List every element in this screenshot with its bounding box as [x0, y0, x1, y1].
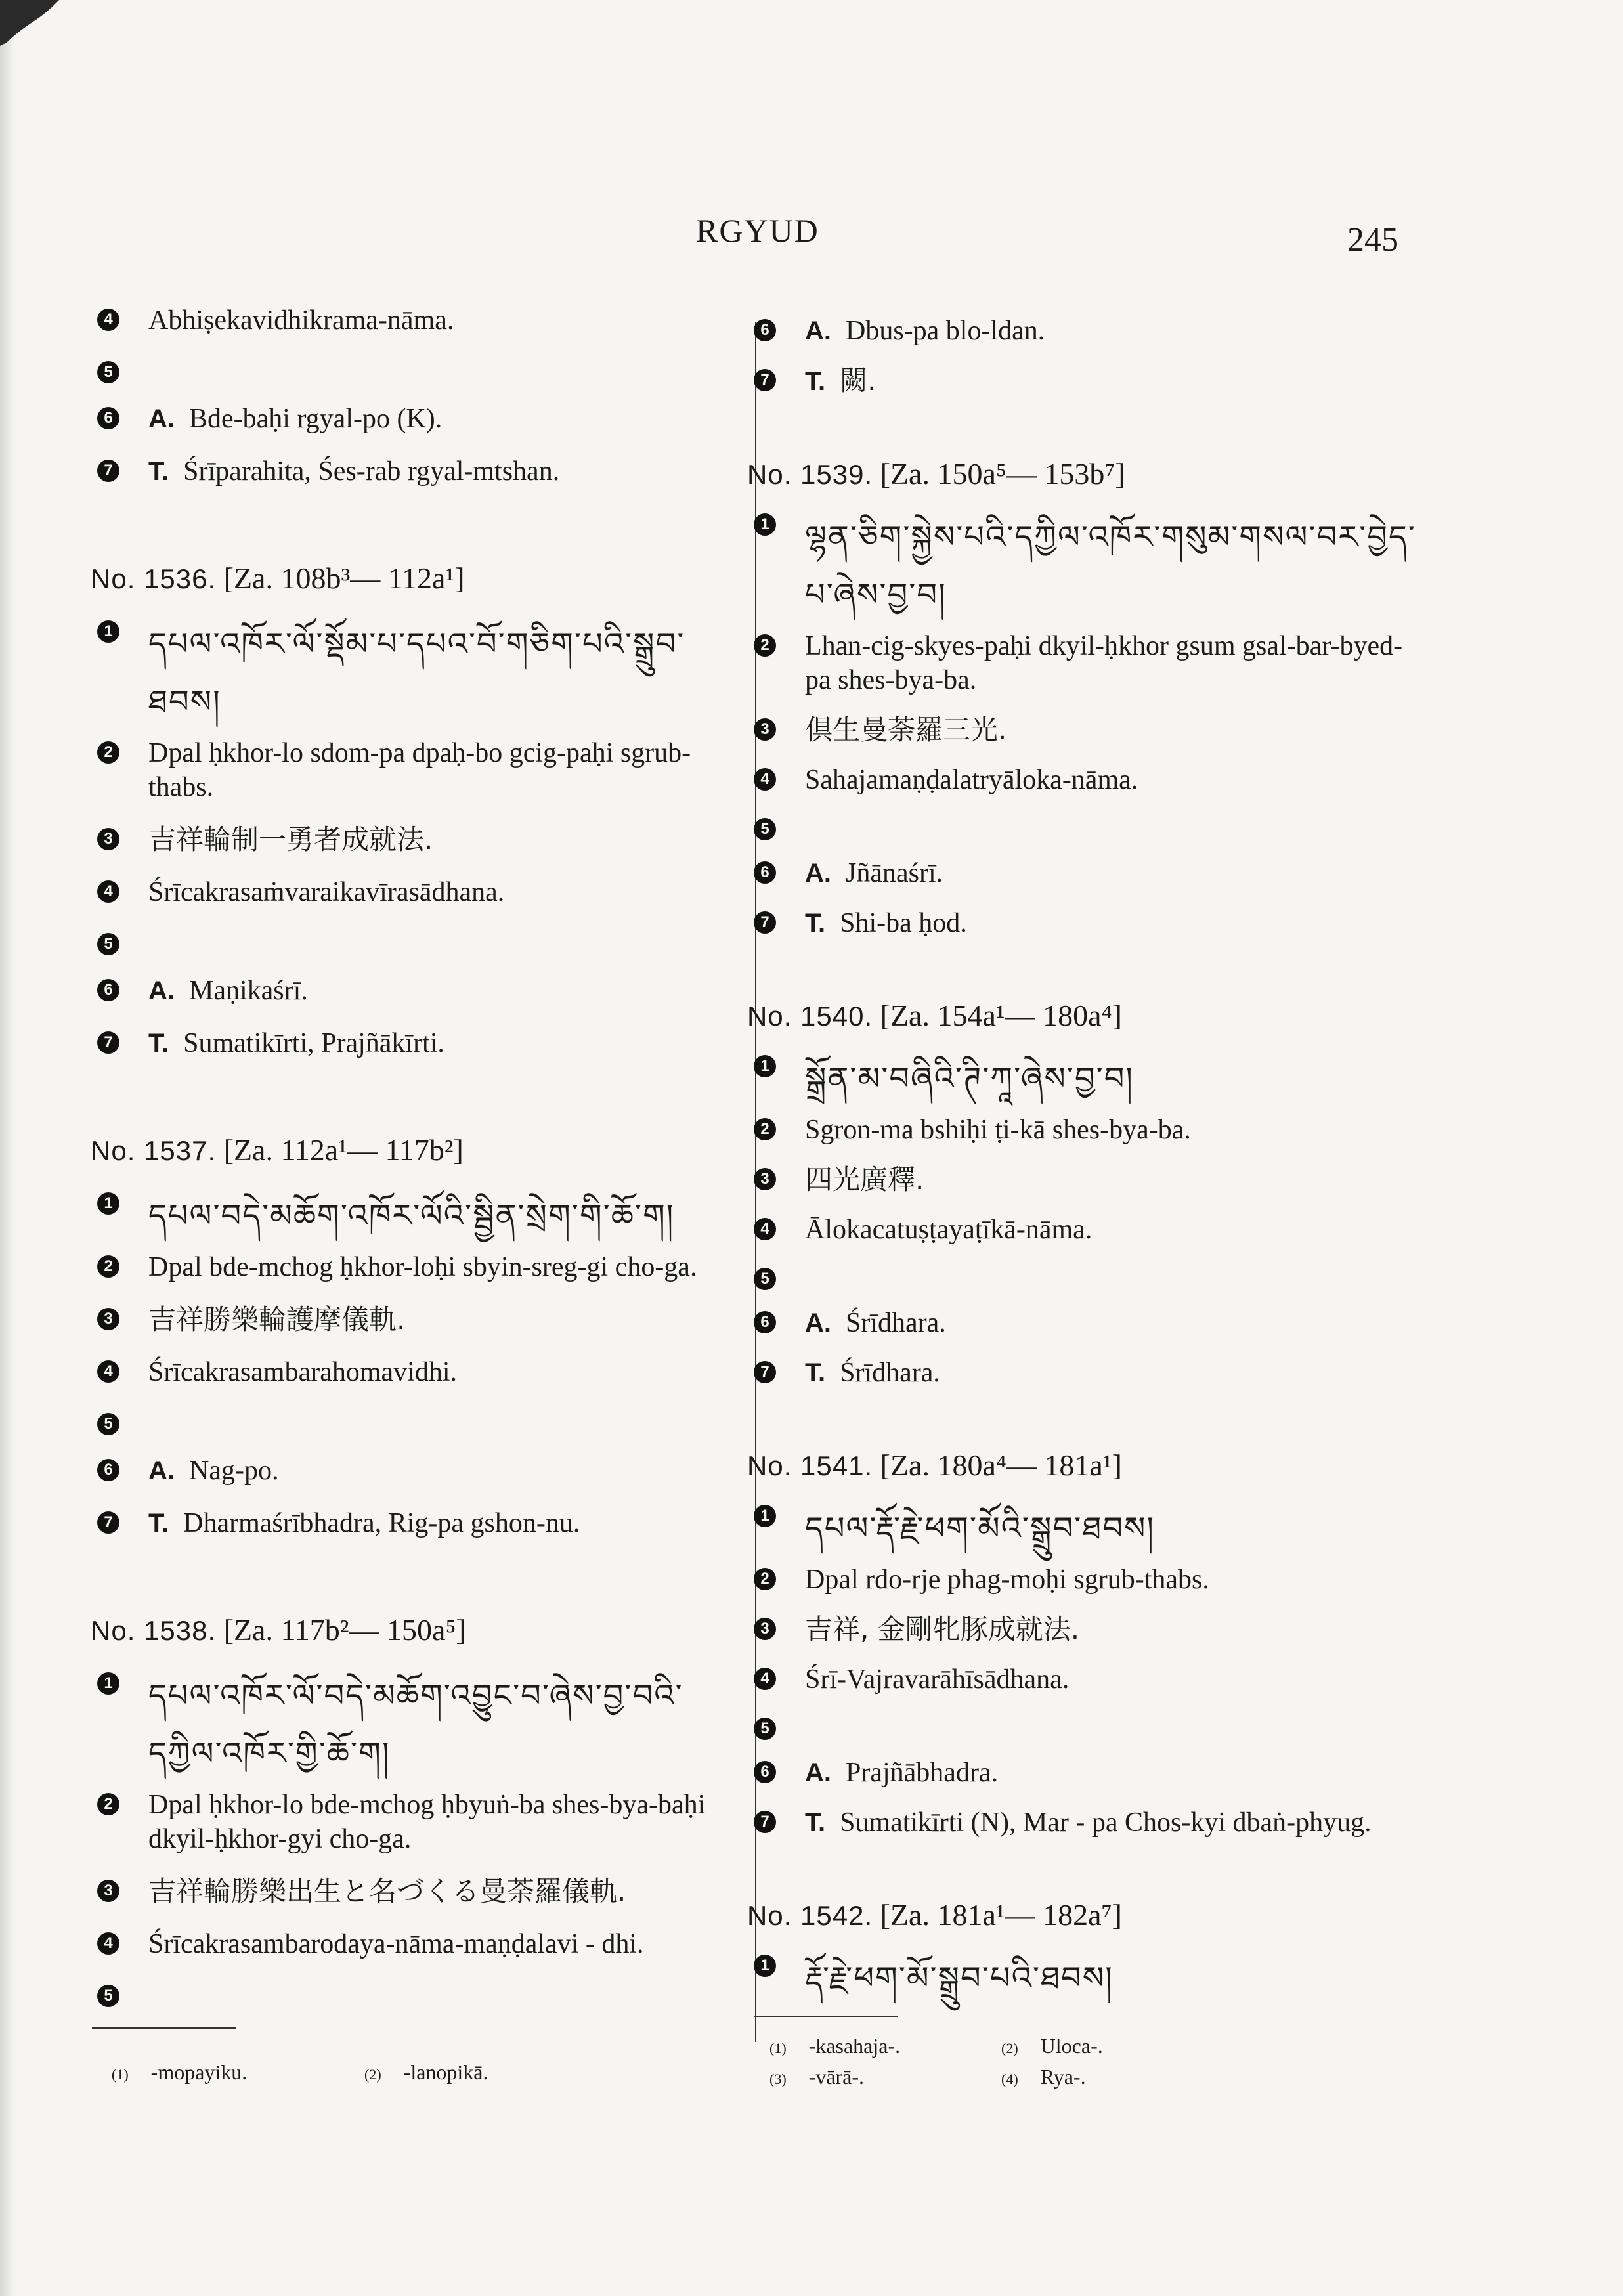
- entry-text: [805, 629, 1423, 697]
- entry-text: [148, 875, 747, 909]
- line-text: 闕.: [840, 364, 876, 397]
- entry-line: [97, 1980, 747, 2007]
- line-text: Lhan-cig-skyes-paḥi dkyil-ḥkhor gsum gsal-bar-byed-pa shes-bya-ba.: [805, 631, 1403, 695]
- line-number-badge: 7: [97, 1511, 119, 1534]
- scan-blot-mark: [0, 0, 72, 53]
- line-text: སྒྲོན་མ་བཞིའི་ཊི་ཀཱ་ཞེས་བྱ་བ།: [805, 1060, 1135, 1097]
- role-label: T.: [148, 1029, 169, 1058]
- line-text: Bde-baḥi rgyal-po (K).: [189, 404, 443, 434]
- role-label: A.: [805, 1309, 831, 1337]
- line-text: Dpal rdo-rje phag-moḥi sgrub-thabs.: [805, 1565, 1209, 1595]
- footnote-mark: (1): [112, 2066, 129, 2083]
- line-number-badge: 4: [97, 880, 119, 903]
- line-number-badge: 3: [754, 718, 776, 741]
- line-text: དཔལ་རྡོ་རྗེ་ཕག་མོའི་སྒྲུབ་ཐབས།: [805, 1510, 1156, 1547]
- page-number: 245: [1347, 221, 1398, 259]
- entry-line: [754, 1662, 1423, 1697]
- scan-edge-shadow: [0, 0, 14, 2296]
- line-text: Dpal ḥkhor-lo bde-mchog ḥbyuṅ-ba shes-bya-baḥi dkyil-ḥkhor-gyi cho-ga.: [148, 1790, 706, 1854]
- footnote-text: -lanopikā.: [403, 2060, 488, 2084]
- line-number-badge: 4: [754, 1218, 776, 1240]
- line-number-badge: 1: [754, 1955, 776, 1977]
- line-text: དཔལ་འཁོར་ལོ་སྡོམ་པ་དཔའ་བོ་གཅིག་པའི་སྒྲུབ་ཐབས།: [148, 626, 685, 720]
- footnote-mark: (4): [1001, 2071, 1018, 2087]
- entry-line: [97, 1667, 747, 1783]
- entry-line: [754, 1806, 1423, 1840]
- entry-line: [754, 1756, 1423, 1790]
- role-label: T.: [805, 1808, 826, 1837]
- role-label: T.: [805, 1358, 826, 1387]
- entry-text: [805, 1756, 1423, 1790]
- entry-line: [754, 364, 1423, 399]
- footnote-mark: (1): [769, 2040, 787, 2056]
- line-number-badge: 3: [97, 1880, 119, 1902]
- entry-line: [97, 974, 747, 1008]
- entry-heading: [747, 456, 1423, 491]
- line-number-badge: 2: [97, 1793, 119, 1815]
- line-text: Sumatikīrti, Prajñākīrti.: [183, 1028, 444, 1058]
- entry-line: [754, 906, 1423, 940]
- entry-number: No. 1542.: [747, 1900, 873, 1931]
- footnote-right-3: [769, 2065, 864, 2089]
- entry-text: [148, 1026, 747, 1060]
- right-column: [747, 314, 1423, 2012]
- entry-line: [754, 1306, 1423, 1340]
- line-number-badge: 2: [754, 1118, 776, 1140]
- line-text: 四光廣釋.: [805, 1163, 924, 1196]
- footnote-text: -kasahaja-.: [808, 2034, 901, 2058]
- footnote-mark: (2): [1001, 2040, 1018, 2056]
- line-number-badge: 7: [754, 1811, 776, 1833]
- catalog-entry: [747, 998, 1423, 1390]
- entry-number: No. 1538.: [91, 1615, 217, 1646]
- line-text: Śrīdhara.: [840, 1358, 940, 1388]
- line-number-badge: 6: [97, 407, 119, 429]
- line-number-badge: 7: [97, 460, 119, 482]
- catalog-entry: [747, 456, 1423, 940]
- entry-line: [754, 629, 1423, 697]
- entry-line: [97, 1250, 747, 1284]
- line-number-badge: 4: [754, 1668, 776, 1690]
- role-label: T.: [805, 367, 826, 396]
- entry-line: [97, 1408, 747, 1435]
- entry-text: [148, 736, 747, 804]
- line-number-badge: 3: [754, 1168, 776, 1190]
- line-text: Śrīparahita, Śes-rab rgyal-mtshan.: [183, 456, 560, 487]
- entry-heading: [747, 1897, 1423, 1932]
- entry-line: [97, 928, 747, 955]
- entry-text: [148, 1250, 747, 1284]
- entry-number: No. 1540.: [747, 1001, 873, 1031]
- line-number-badge: 1: [754, 1505, 776, 1527]
- entry-text: [148, 1788, 747, 1856]
- entry-line: [754, 763, 1423, 797]
- folio-reference: [Za. 150a⁵— 153b⁷]: [880, 457, 1125, 490]
- role-label: A.: [148, 1456, 175, 1485]
- role-label: T.: [148, 457, 169, 486]
- line-text: དཔལ་འཁོར་ལོ་བདེ་མཆོག་འབྱུང་བ་ཞེས་བྱ་བའི་དཀྱིལ་འཁོར་གྱི་ཆོ་ག།: [148, 1678, 683, 1772]
- line-number-badge: 7: [754, 911, 776, 934]
- entry-line: [97, 1026, 747, 1060]
- entry-text: [805, 713, 1423, 747]
- entry-text: [805, 763, 1423, 797]
- catalog-entry: [91, 1133, 747, 1540]
- line-number-badge: 4: [754, 768, 776, 791]
- line-text: Sahajamaṇḍalatryāloka-nāma.: [805, 765, 1138, 795]
- entry-text: [148, 1355, 747, 1389]
- footnote-text: -mopayiku.: [150, 2060, 248, 2084]
- entry-line: [754, 1050, 1423, 1108]
- line-text: Śrīdhara.: [846, 1308, 946, 1338]
- tibetan-title: [805, 1050, 1423, 1108]
- line-text: ལྷན་ཅིག་སྐྱེས་པའི་དཀྱིལ་འཁོར་གསུམ་གསལ་བར་བྱེད་པ་ཞེས་བྱ་བ།: [805, 519, 1416, 613]
- line-number-badge: 4: [97, 309, 119, 331]
- line-number-badge: 7: [754, 369, 776, 391]
- role-label: A.: [805, 316, 831, 345]
- entry-text: [805, 1563, 1423, 1597]
- entry-heading: [91, 561, 747, 596]
- footnote-mark: (3): [769, 2071, 787, 2087]
- entry-line: [97, 823, 747, 857]
- line-number-badge: 3: [97, 828, 119, 850]
- line-number-badge: 1: [754, 1055, 776, 1077]
- catalog-entry: [91, 1613, 747, 2007]
- running-title: RGYUD: [696, 212, 819, 249]
- line-number-badge: 6: [97, 979, 119, 1001]
- catalog-entry: [91, 561, 747, 1060]
- line-text: Maṇikaśrī.: [189, 976, 308, 1006]
- role-label: A.: [805, 1758, 831, 1787]
- entry-text: [805, 1213, 1423, 1247]
- entry-number: No. 1536.: [91, 563, 217, 594]
- entry-heading: [91, 1613, 747, 1647]
- line-number-badge: 1: [97, 1192, 119, 1215]
- line-text: 吉祥, 金剛牝豚成就法.: [805, 1613, 1080, 1645]
- line-text: རྡོ་རྗེ་ཕག་མོ་སྒྲུབ་པའི་ཐབས།: [805, 1960, 1114, 1997]
- line-text: Śrīcakrasaṁvaraikavīrasādhana.: [148, 877, 505, 907]
- line-number-badge: 7: [754, 1361, 776, 1383]
- entry-line: [97, 736, 747, 804]
- entry-text: [148, 1454, 747, 1488]
- entry-text: [148, 823, 747, 857]
- folio-reference: [Za. 112a¹— 117b²]: [223, 1133, 464, 1167]
- footnote-text: -vārā-.: [808, 2065, 865, 2089]
- line-number-badge: 6: [97, 1459, 119, 1481]
- footnote-right-1: [769, 2034, 900, 2058]
- entry-line: [97, 615, 747, 731]
- entry-text: [805, 1113, 1423, 1147]
- catalog-entry: [754, 314, 1423, 399]
- catalog-entry: [747, 1897, 1423, 2007]
- footnote-left-1: [112, 2060, 247, 2085]
- tibetan-title: [148, 615, 747, 731]
- entry-line: [754, 508, 1423, 624]
- entry-text: [148, 303, 747, 337]
- entry-line: [97, 402, 747, 436]
- entry-line: [97, 1355, 747, 1389]
- entry-line: [754, 813, 1423, 840]
- left-column: [91, 303, 747, 2025]
- role-label: T.: [148, 1509, 169, 1538]
- entry-text: [805, 1356, 1423, 1390]
- line-text: དཔལ་བདེ་མཆོག་འཁོར་ལོའི་སྦྱིན་སྲེག་གི་ཆོ་ག།: [148, 1198, 675, 1234]
- folio-reference: [Za. 108b³— 112a¹]: [223, 561, 465, 595]
- line-text: Śrīcakrasambarahomavidhi.: [148, 1357, 457, 1387]
- tibetan-title: [148, 1667, 747, 1783]
- line-text: Abhiṣekavidhikrama-nāma.: [148, 305, 454, 336]
- entry-text: [148, 974, 747, 1008]
- entry-line: [97, 303, 747, 337]
- entry-line: [97, 356, 747, 383]
- entry-line: [754, 1213, 1423, 1247]
- entry-line: [754, 1949, 1423, 2007]
- line-text: Nag-po.: [189, 1456, 279, 1486]
- tibetan-title: [805, 508, 1423, 624]
- line-text: Dharmaśrībhadra, Rig-pa gshon-nu.: [183, 1508, 580, 1538]
- role-label: T.: [805, 909, 826, 938]
- catalog-entry: [747, 1448, 1423, 1840]
- line-number-badge: 2: [754, 1568, 776, 1590]
- entry-line: [97, 1506, 747, 1540]
- folio-reference: [Za. 154a¹— 180a⁴]: [880, 999, 1122, 1032]
- role-label: A.: [148, 404, 175, 433]
- entry-line: [97, 875, 747, 909]
- folio-reference: [Za. 181a¹— 182a⁷]: [880, 1898, 1122, 1932]
- line-number-badge: 4: [97, 1360, 119, 1383]
- entry-line: [754, 713, 1423, 747]
- entry-line: [97, 454, 747, 488]
- entry-text: [148, 402, 747, 436]
- entry-text: [805, 1163, 1423, 1197]
- line-number-badge: 1: [754, 513, 776, 536]
- footnote-text: Rya-.: [1040, 2065, 1086, 2089]
- entry-number: No. 1537.: [91, 1135, 217, 1166]
- entry-line: [754, 1613, 1423, 1647]
- entry-line: [97, 1454, 747, 1488]
- entry-heading: [747, 1448, 1423, 1483]
- footnote-left-2: [364, 2060, 488, 2085]
- tibetan-title: [805, 1949, 1423, 2007]
- entry-line: [97, 1788, 747, 1856]
- entry-line: [754, 1356, 1423, 1390]
- entry-line: [754, 1563, 1423, 1597]
- entry-text: [805, 364, 1423, 399]
- footnote-text: Uloca-.: [1040, 2034, 1103, 2058]
- line-number-badge: 6: [754, 861, 776, 884]
- line-text: Dpal ḥkhor-lo sdom-pa dpaḥ-bo gcig-paḥi sgrub-thabs.: [148, 738, 691, 802]
- entry-text: [148, 454, 747, 488]
- line-text: Dbus-pa blo-ldan.: [846, 316, 1045, 346]
- line-number-badge: 5: [754, 1718, 776, 1740]
- entry-line: [754, 314, 1423, 348]
- line-number-badge: 5: [97, 1413, 119, 1435]
- entry-text: [805, 1662, 1423, 1697]
- footnote-mark: (2): [364, 2066, 381, 2083]
- entry-heading: [747, 998, 1423, 1033]
- line-number-badge: 1: [97, 620, 119, 643]
- entry-line: [97, 1874, 747, 1909]
- entry-text: [148, 1506, 747, 1540]
- line-text: 吉祥輪制一勇者成就法.: [148, 823, 433, 856]
- footnote-right-2: [1001, 2034, 1103, 2058]
- line-number-badge: 5: [97, 933, 119, 955]
- line-number-badge: 6: [754, 1311, 776, 1333]
- entry-text: [805, 1306, 1423, 1340]
- line-number-badge: 7: [97, 1031, 119, 1054]
- entry-line: [754, 1113, 1423, 1147]
- line-text: 倶生曼荼羅三光.: [805, 714, 1007, 746]
- line-number-badge: 4: [97, 1932, 119, 1955]
- line-number-badge: 5: [97, 361, 119, 383]
- entry-text: [805, 1806, 1423, 1840]
- tibetan-title: [148, 1187, 747, 1245]
- line-number-badge: 5: [97, 1985, 119, 2007]
- line-text: Shi-ba ḥod.: [840, 908, 967, 938]
- line-number-badge: 3: [97, 1308, 119, 1330]
- entry-line: [97, 1187, 747, 1245]
- line-number-badge: 1: [97, 1672, 119, 1695]
- line-text: Prajñābhadra.: [846, 1758, 999, 1788]
- line-text: Śrīcakrasambarodaya-nāma-maṇḍalavi - dhi.: [148, 1929, 644, 1959]
- role-label: A.: [148, 976, 175, 1005]
- line-text: Śrī-Vajravarāhīsādhana.: [805, 1664, 1070, 1695]
- entry-text: [148, 1874, 747, 1909]
- line-number-badge: 5: [754, 1268, 776, 1290]
- line-text: Jñānaśrī.: [846, 858, 943, 888]
- entry-line: [97, 1927, 747, 1961]
- line-text: Ālokacatuṣṭayaṭīkā-nāma.: [805, 1215, 1093, 1245]
- entry-number: No. 1541.: [747, 1450, 873, 1481]
- line-text: 吉祥勝樂輪護摩儀軌.: [148, 1303, 406, 1335]
- entry-line: [97, 1303, 747, 1337]
- entry-line: [754, 1163, 1423, 1197]
- line-text: 吉祥輪勝樂出生と名づくる曼荼羅儀軌.: [148, 1875, 626, 1907]
- entry-text: [805, 906, 1423, 940]
- entry-number: No. 1539.: [747, 459, 873, 490]
- line-number-badge: 6: [754, 1761, 776, 1783]
- role-label: A.: [805, 859, 831, 888]
- entry-text: [805, 856, 1423, 890]
- line-number-badge: 2: [97, 741, 119, 764]
- footnote-right-4: [1001, 2065, 1086, 2089]
- line-text: Sumatikīrti (N), Mar - pa Chos-kyi dbaṅ-phyug.: [840, 1808, 1372, 1838]
- line-number-badge: 6: [754, 319, 776, 341]
- folio-reference: [Za. 117b²— 150a⁵]: [223, 1613, 466, 1647]
- entry-text: [805, 1613, 1423, 1647]
- entry-text: [148, 1927, 747, 1961]
- entry-line: [754, 1263, 1423, 1290]
- entry-line: [754, 856, 1423, 890]
- entry-text: [148, 1303, 747, 1337]
- line-text: Dpal bde-mchog ḥkhor-loḥi sbyin-sreg-gi cho-ga.: [148, 1252, 697, 1282]
- entry-line: [754, 1712, 1423, 1740]
- catalog-entry: [97, 303, 747, 488]
- entry-line: [754, 1500, 1423, 1557]
- tibetan-title: [805, 1500, 1423, 1557]
- line-number-badge: 2: [754, 634, 776, 657]
- entry-heading: [91, 1133, 747, 1167]
- entry-text: [805, 314, 1423, 348]
- folio-reference: [Za. 180a⁴— 181a¹]: [880, 1448, 1122, 1482]
- line-text: Sgron-ma bshiḥi ṭi-kā shes-bya-ba.: [805, 1115, 1191, 1145]
- line-number-badge: 2: [97, 1255, 119, 1278]
- footnote-rule-right: [754, 2016, 898, 2017]
- line-number-badge: 5: [754, 818, 776, 840]
- footnote-rule-left: [92, 2027, 236, 2029]
- line-number-badge: 3: [754, 1618, 776, 1640]
